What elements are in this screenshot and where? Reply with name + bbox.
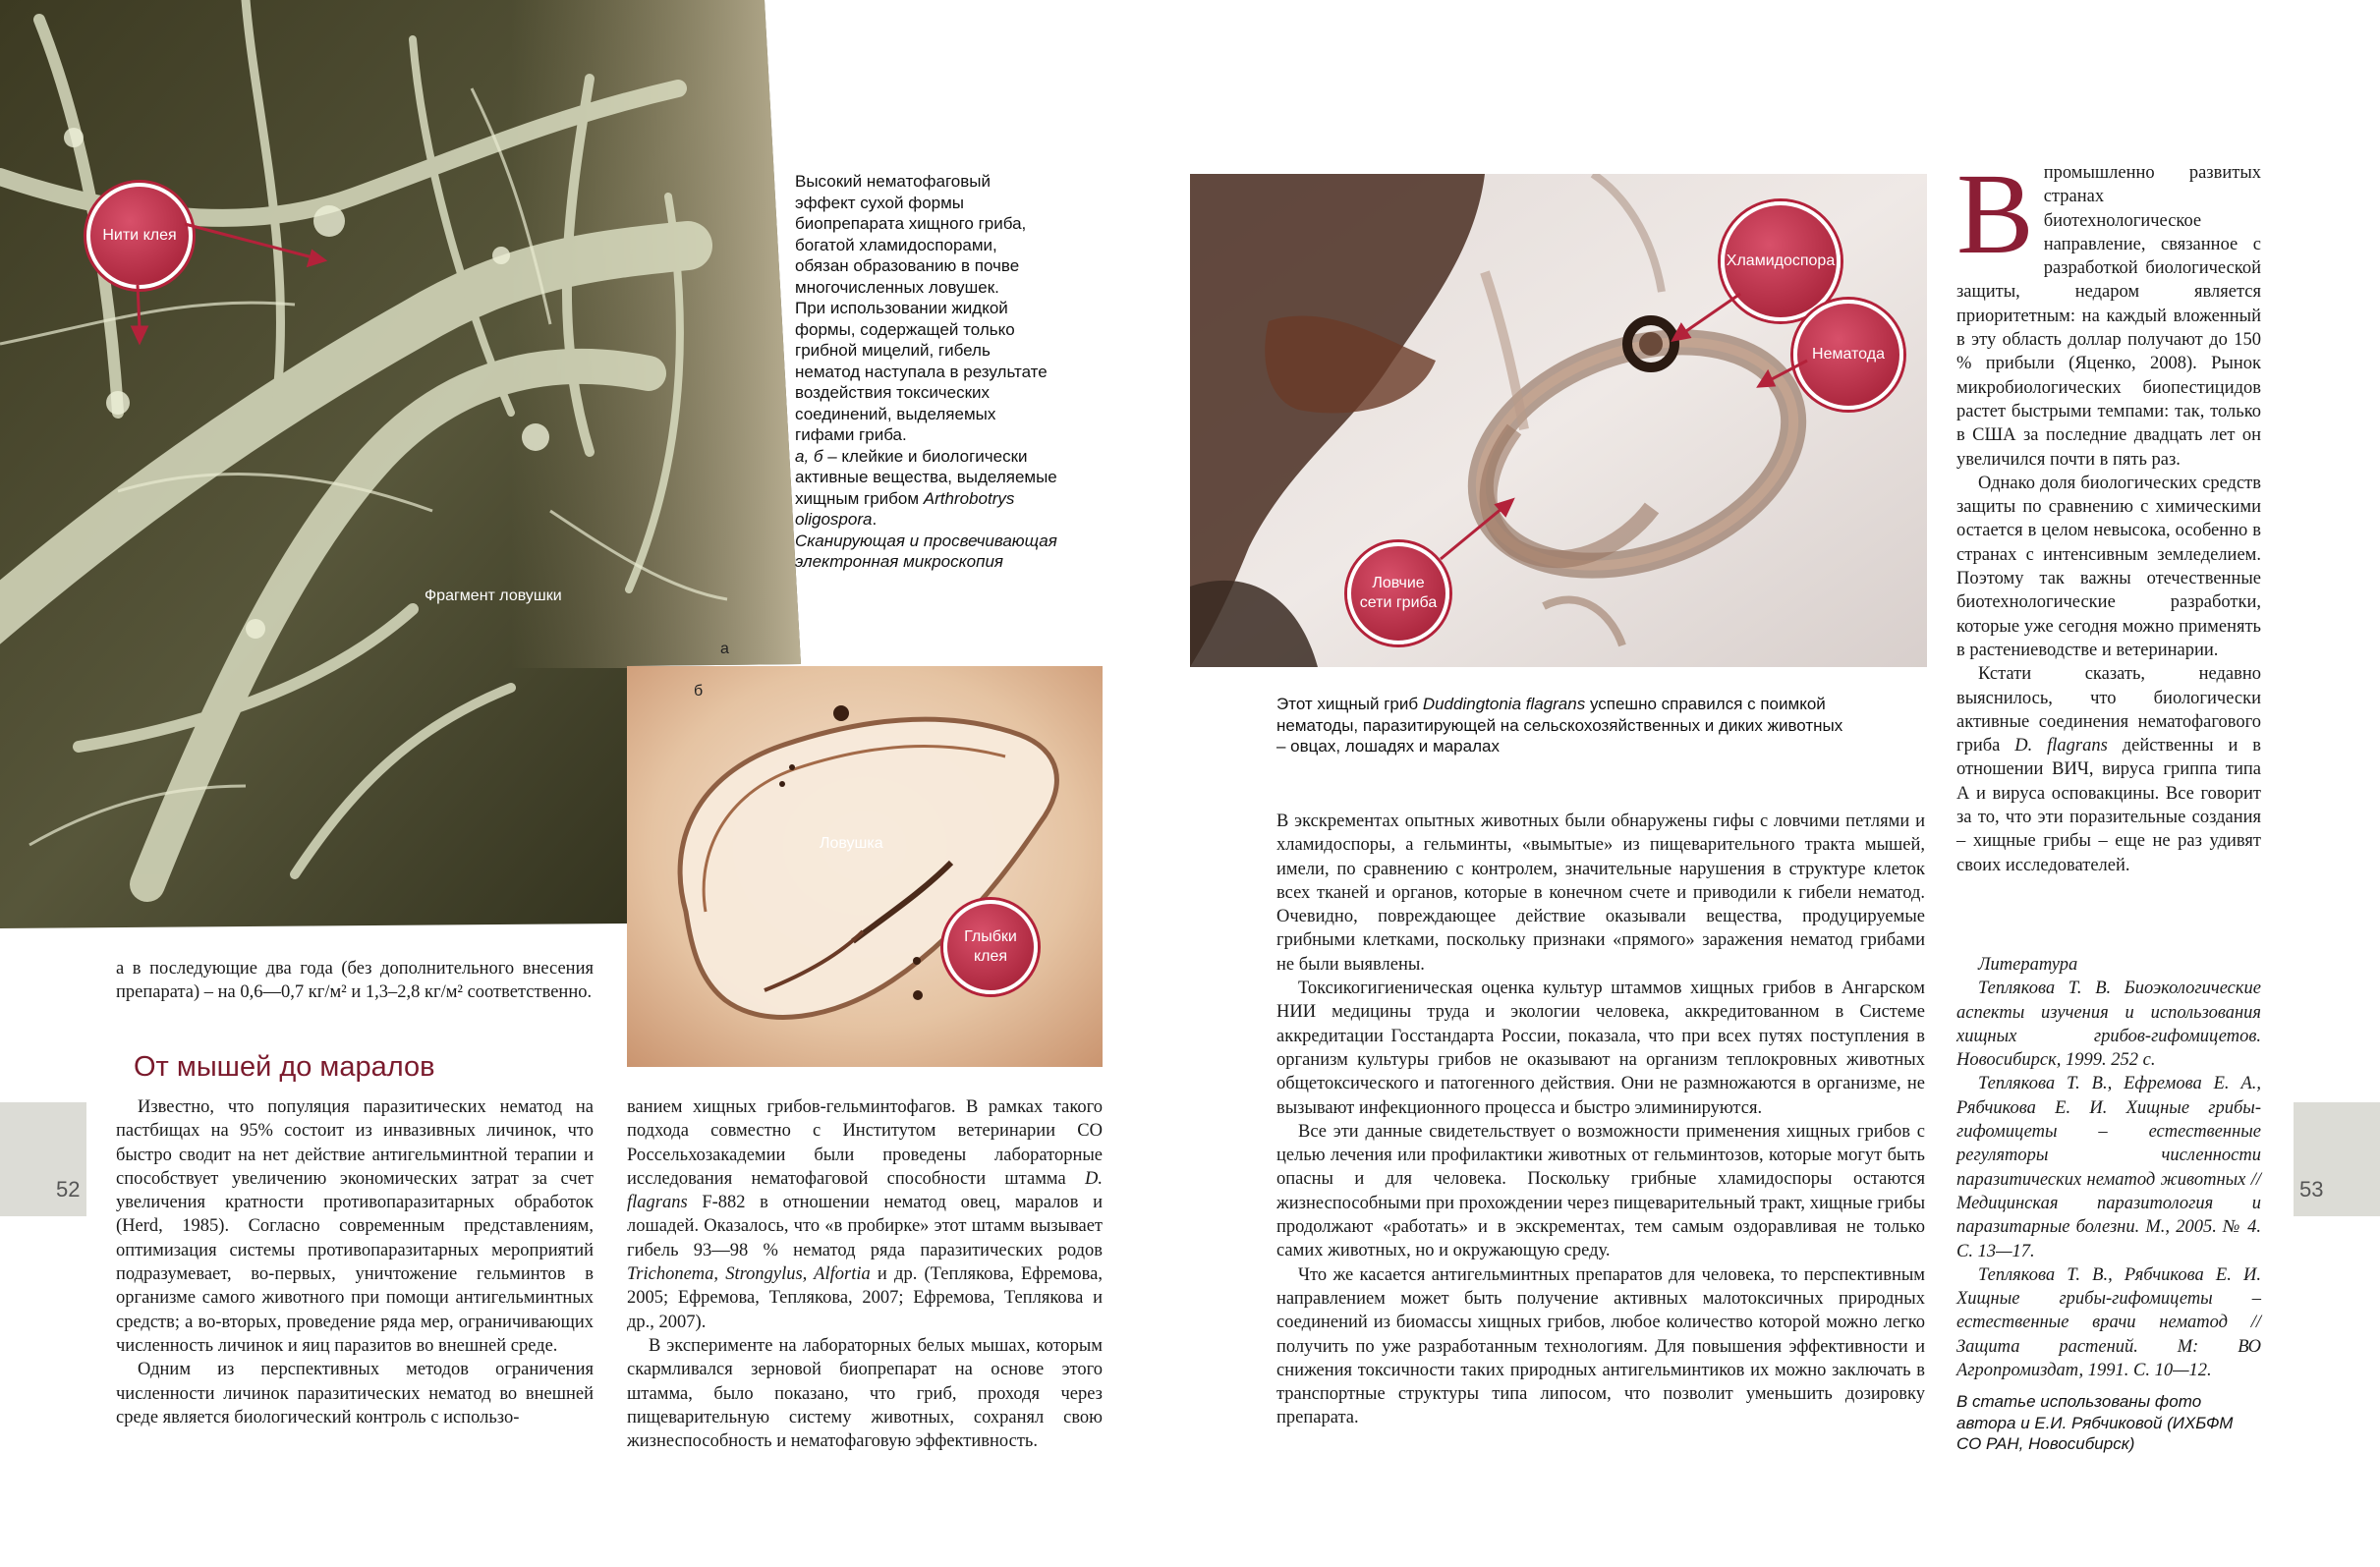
paragraph: В экскрементах опытных животных были обнаружены гифы с ловчими петлями и хламидоспоры, а гельминты, «вымытые» из пищеварительного тракта мышей, имели, по сравнению с контролем, значительные нарушения в структуре клеток всех тканей и органов, которые в конечном счете и приводили к гибели нематод. Очевидно, повреждающее действие оказывали вещества, продуцируемые грибными клетками, поскольку признаки «прямого» заражения нематод грибами не были выявлены. bbox=[1276, 811, 1925, 975]
caption-line: грибной мицелий, гибель bbox=[795, 341, 991, 360]
left-column-1 bbox=[116, 1095, 594, 1429]
caption-line: соединений, выделяемых bbox=[795, 404, 996, 423]
caption-text: – клейкие и биологически bbox=[822, 446, 1028, 466]
caption-line: электронная микроскопия bbox=[795, 552, 1004, 571]
caption-line bbox=[795, 488, 1100, 510]
caption-sem bbox=[795, 171, 1100, 573]
caption-species: Arthrobotrys bbox=[923, 488, 1015, 508]
paragraph: а в последующие два года (без дополнительного внесения препарата) – на 0,6—0,7 кг/м² и 1,3–2,8 кг/м² соответственно. bbox=[116, 959, 594, 1003]
paragraph: Токсикогигиеническая оценка культур штаммов хищных грибов в Ангарском НИИ медицины труда и экологии человека, аккредитованном в Системе аккредитации Госстандарта России, показала, что при всех путях поступления в организм культуры грибов не оказывают на организм теплокровных животных общетоксического и патогенного действия. Они не размножаются в организме, не вызывают инфекционного процесса и быстро элиминируются. bbox=[1276, 979, 1925, 1118]
callout-nematode: Нематода bbox=[1793, 300, 1903, 410]
caption-species: Duddingtonia flagrans bbox=[1422, 695, 1586, 713]
paragraph: Кстати сказать, недавно выяснилось, что биологически активные соединения нематофагового гриба D. flagrans действенны и в отношении ВИЧ, вируса гриппа типа А и вируса осповакцины. Все говорит за то, что эти поразительные создания – хищные грибы – еще не раз удивят своих исследователей. bbox=[1956, 664, 2261, 875]
paragraph: Известно, что популяция паразитических нематод на пастбищах на 95% состоит из инвазивных личинок, что быстро сводит на нет действие антигельминтной терапии и способствует увеличению экономических затрат за счет увеличения кратности противопаразитарных обработок (Herd, 1985). Согласно современным представлениям, оптимизация системы противопаразитарных мероприятий подразумевает, во-первых, уничтожение гельминтов в организме самого животного при помощи антигельминтных средств; а во-вторых, проведение ряда мер, ограничивающих численность личинок и яиц паразитов во внешней среде. bbox=[116, 1097, 594, 1356]
caption-line bbox=[795, 446, 1100, 468]
literature-section bbox=[1956, 953, 2261, 1382]
photo-letter-a: а bbox=[720, 641, 729, 657]
light-micro-image bbox=[627, 666, 1103, 1067]
literature-item: Теплякова Т. В., Рябчикова Е. И. Хищные грибы-гифомицеты – естественные врачи нематод // Защита растений. М: ВО Агропромиздат, 1991. С. 10—12. bbox=[1956, 1264, 2261, 1381]
caption-line: активные вещества, выделяемые bbox=[795, 468, 1057, 486]
photo-fungus-nematode bbox=[1190, 174, 1927, 667]
photo-light-trap bbox=[627, 666, 1103, 1067]
label-trap-fragment: Фрагмент ловушки bbox=[425, 588, 562, 604]
callout-glue-threads: Нити клея bbox=[86, 183, 193, 289]
paragraph: ванием хищных грибов-гельминтофагов. В рамках такого подхода совместно с Институтом ветеринарии СО Россельхозакадемии были проведены лабораторные исследования нематофаговой способности штамма D. flagrans F-882 в отношении нематод овец, маралов и лошадей. Оказалось, что «в пробирке» этот штамм вызывает гибель 93—98 % нематод ряда паразитических родов Trichonema, Strongylus, Alfortia и др. (Теплякова, Ефремова, 2005; Ефремова, Теплякова, 2007; Ефремова, Теплякова и др., 2007). bbox=[627, 1097, 1103, 1332]
caption-text: хищным грибом bbox=[795, 488, 924, 508]
paragraph: Что же касается антигельминтных препаратов для человека, то перспективным направлением может быть получение активных малотоксичных природных соединений из биомассы хищных грибов, любое количество которой можно легко получить по уже разработанным технологиям. Для повышения эффективности и снижения токсичности таких природных антигельминтиков их можно заключать в транспортные структуры типа липосом, что позволит уменьшить дозировку препарата. bbox=[1276, 1264, 1925, 1428]
caption-line: При использовании жидкой bbox=[795, 299, 1008, 317]
caption-line: Высокий нематофаговый bbox=[795, 172, 991, 191]
continuation-text bbox=[116, 957, 594, 1005]
paragraph: Одним из перспективных методов ограничения численности личинок паразитических нематод во внешней среде является биологический контроль с использо- bbox=[116, 1360, 594, 1427]
paragraph: Все эти данные свидетельствует о возможности применения хищных грибов с целью лечения или профилактики животных от гельминтозов, которые могут быть опасны и для человека. Поскольку грибные хламидоспоры остаются жизнеспособными при прохождении через пищеварительный тракт, хищные грибы продолжают «работать» и в экскрементах, тем самым оздоравливая не только самих животных, но и окружающую среду. bbox=[1276, 1121, 1925, 1261]
caption-line: многочисленных ловушек. bbox=[795, 277, 999, 297]
drop-cap: В bbox=[1956, 149, 2034, 278]
caption-line: нематод наступала в результате bbox=[795, 362, 1048, 381]
caption-line: богатой хламидоспорами, bbox=[795, 235, 997, 254]
genera-names: Trichonema, Strongylus, Alfortia bbox=[627, 1264, 871, 1285]
species-name: D. flagrans bbox=[2014, 736, 2108, 756]
caption-line: эффект сухой формы bbox=[795, 193, 965, 212]
photo-credit: В статье использованы фото автора и Е.И. Рябчиковой (ИХБФМ СО РАН, Новосибирск) bbox=[1956, 1392, 2234, 1453]
paragraph: Однако доля биологических средств защиты по сравнению с химическими остается в целом невысока, особенно в странах с интенсивным земледелием. Поэтому так важны отечественные биотехнологические разработки, которые уже сегодня можно применять в растениеводстве и ветеринарии. bbox=[1956, 473, 2261, 660]
section-title: От мышей до маралов bbox=[134, 1051, 435, 1083]
species-name: D. flagrans bbox=[627, 1168, 1103, 1213]
caption-fungus bbox=[1276, 694, 1856, 757]
caption-text: Этот хищный гриб Duddingtonia flagrans успешно справился с поимкой нематоды, паразитирующей на сельскохозяйственных и диких животных – овцах, лошадях и маралах bbox=[1276, 695, 1843, 756]
left-column-2 bbox=[627, 1095, 1103, 1453]
callout-trapping-nets: Ловчие сети гриба bbox=[1347, 542, 1449, 644]
page-number-right: 53 bbox=[2299, 1177, 2324, 1202]
page-number-left: 52 bbox=[56, 1177, 81, 1202]
literature-title: Литература bbox=[1978, 955, 2078, 975]
caption-line: формы, содержащей только bbox=[795, 319, 1015, 339]
paragraph: Впромышленно развитых странах биотехнологическое направление, связанное с разработкой биологической защиты, недаром является приоритетным: на каждый вложенный в эту область доллар получают до 150 % прибыли (Яценко, 2008). Рынок микробиологических биопестицидов растет быстрыми темпами: так, только в США за последние двадцать лет он увеличился почти в пять раз. bbox=[1956, 149, 2261, 470]
caption-line: гифами гриба. bbox=[795, 425, 907, 444]
callout-arrows bbox=[1190, 174, 1927, 667]
label-trap: Ловушка bbox=[820, 835, 883, 852]
right-column bbox=[1956, 149, 2261, 877]
caption-species: oligospora bbox=[795, 510, 873, 529]
literature-item: Теплякова Т. В. Биоэкологические аспекты изучения и использования хищных грибов-гифомицетов. Новосибирск, 1999. 252 с. bbox=[1956, 979, 2261, 1071]
right-page-main-column bbox=[1276, 810, 1925, 1430]
caption-line: oligospora. bbox=[795, 510, 878, 529]
caption-line: обязан образованию в почве bbox=[795, 256, 1020, 275]
callout-glue-lumps: Глыбки клея bbox=[943, 900, 1038, 994]
literature-item: Теплякова Т. В., Ефремова Е. А., Рябчикова Е. И. Хищные грибы-гифомицеты – естественные регуляторы численности паразитических нематод животных // Медицинская паразитология и паразитарные болезни. М., 2005. № 4. С. 13—17. bbox=[1956, 1074, 2261, 1261]
caption-line: биопрепарата хищного гриба, bbox=[795, 214, 1027, 233]
paragraph: В эксперименте на лабораторных белых мышах, которым скармливался зерновой биопрепарат на основе этого штамма, было показано, что гриб, проходя через пищеварительную систему животных, сохранял свою жизнеспособность и нематофаговую эффективность. bbox=[627, 1335, 1103, 1452]
callout-chlamydospore: Хламидоспора bbox=[1721, 201, 1841, 321]
caption-line: воздействия токсических bbox=[795, 383, 991, 402]
caption-ab: а, б bbox=[795, 446, 823, 466]
caption-line: Сканирующая и просвечивающая bbox=[795, 531, 1057, 550]
photo-letter-b: б bbox=[694, 683, 704, 700]
